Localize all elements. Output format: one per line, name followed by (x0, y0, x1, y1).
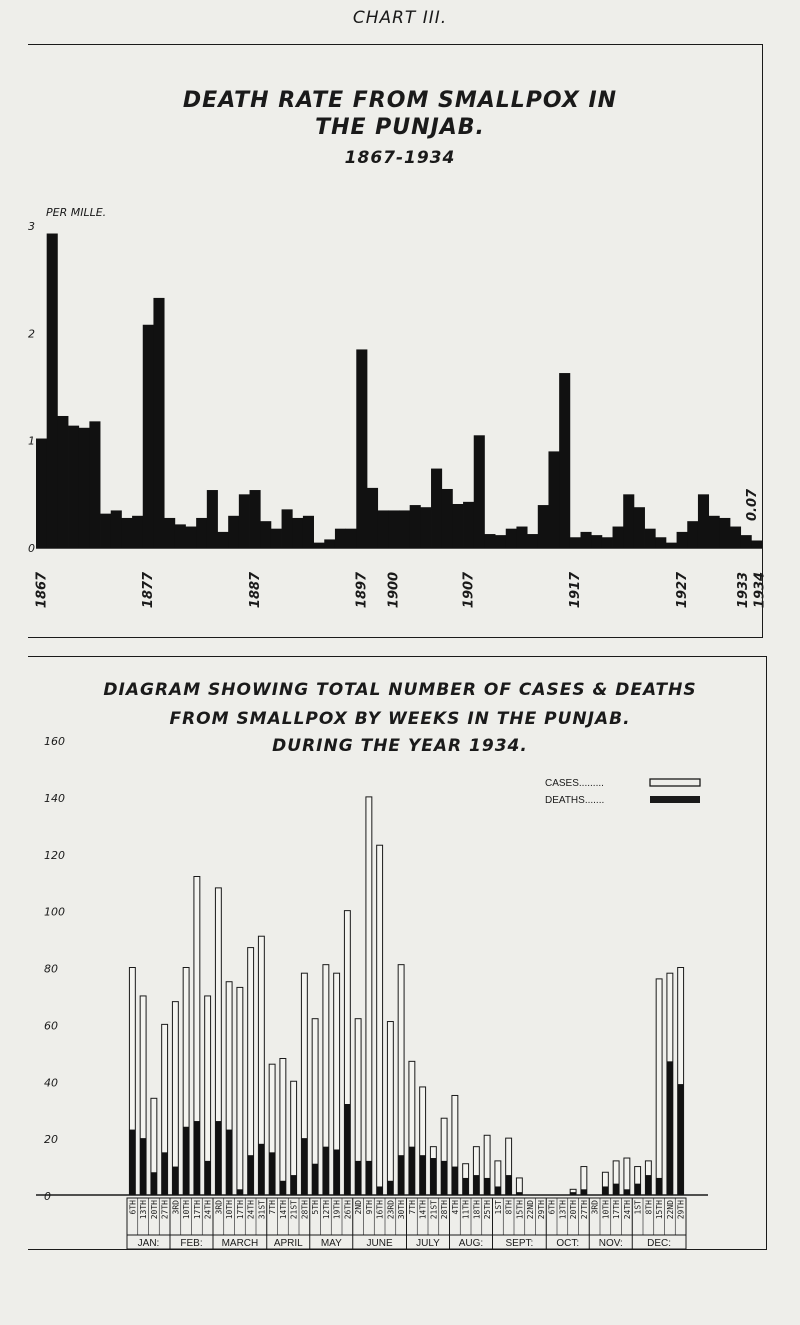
week-label: 7TH (407, 1200, 417, 1215)
chart1-xtick-label: 1934 (752, 571, 768, 609)
week-label: 10TH (601, 1200, 611, 1220)
chart2-title-line2: FROM SMALLPOX BY WEEKS IN THE PUNJAB. (169, 709, 631, 729)
week-label: 29TH (536, 1200, 546, 1220)
month-label: NOV: (598, 1238, 623, 1249)
deaths-bar (635, 1184, 641, 1195)
deaths-bar (269, 1152, 275, 1195)
deaths-bar (334, 1150, 340, 1196)
month-label: APRIL (273, 1238, 303, 1249)
week-label: 26TH (343, 1200, 353, 1220)
week-label: 27TH (160, 1200, 170, 1220)
month-label: DEC: (647, 1238, 672, 1249)
deaths-bar (602, 1186, 608, 1195)
week-label: 24TH (203, 1200, 213, 1220)
week-label: 13TH (558, 1200, 568, 1220)
month-label: AUG: (458, 1238, 484, 1249)
chart1-xtick-label: 1900 (386, 571, 402, 609)
week-label: 30TH (397, 1200, 407, 1220)
deaths-bar (323, 1147, 329, 1195)
deaths-bar (237, 1189, 243, 1195)
deaths-bar (420, 1155, 426, 1195)
week-label: 28TH (300, 1200, 310, 1220)
chart1-title-line1: DEATH RATE FROM SMALLPOX IN (182, 88, 618, 113)
deaths-bar (570, 1192, 576, 1195)
cases-bar (280, 1059, 286, 1196)
deaths-bar (344, 1104, 350, 1195)
cases-bar (387, 1022, 393, 1195)
chart2-ytick-label: 160 (44, 735, 65, 748)
legend-deaths-label: DEATHS....... (545, 795, 605, 806)
page-caption: CHART III. (352, 8, 448, 28)
week-label: 1ST (493, 1200, 503, 1215)
chart1-ylabel: PER MILLE. (46, 206, 107, 219)
deaths-bar (377, 1186, 383, 1195)
deaths-bar (613, 1184, 619, 1195)
deaths-bar (258, 1144, 264, 1195)
chart2-ytick-label: 20 (44, 1133, 58, 1147)
chart1-ytick-label: 0 (28, 542, 35, 555)
deaths-bar (430, 1158, 436, 1195)
chart1-xtick-label: 1907 (461, 571, 477, 609)
chart2-ytick-label: 100 (44, 905, 65, 919)
month-label: JAN: (137, 1238, 160, 1249)
deaths-bar (140, 1138, 146, 1195)
week-label: 22ND (526, 1200, 536, 1220)
week-label: 21ST (289, 1200, 299, 1220)
chart1-ytick-label: 1 (28, 434, 35, 448)
chart1-annotation: 0.07 (745, 488, 760, 522)
deaths-bar (624, 1189, 630, 1195)
cases-bar (377, 845, 383, 1195)
deaths-bar (656, 1178, 662, 1195)
chart2-ytick-label: 40 (44, 1076, 58, 1090)
week-label: 8TH (644, 1200, 654, 1215)
deaths-bar (645, 1175, 651, 1195)
chart2-title-line1: DIAGRAM SHOWING TOTAL NUMBER OF CASES & DEATHS (103, 680, 697, 700)
week-label: 17TH (192, 1200, 202, 1220)
week-label: 10TH (182, 1200, 192, 1220)
deaths-bar (441, 1161, 447, 1195)
cases-bar (656, 979, 662, 1195)
month-label: MAY (320, 1238, 342, 1249)
month-label: JULY (416, 1238, 440, 1249)
week-label: 10TH (225, 1200, 235, 1220)
week-label: 17TH (235, 1200, 245, 1220)
deaths-bar (678, 1084, 684, 1195)
chart1-ytick-label: 3 (28, 220, 35, 233)
deaths-bar (409, 1147, 415, 1195)
deaths-bar (495, 1186, 501, 1195)
deaths-bar (398, 1155, 404, 1195)
deaths-bar (162, 1152, 168, 1195)
chart1-xtick-label: 1887 (247, 571, 263, 609)
week-label: 31ST (257, 1200, 267, 1220)
deaths-bar (463, 1178, 469, 1195)
chart1-subtitle: 1867-1934 (344, 148, 456, 168)
deaths-bar (205, 1161, 211, 1195)
week-label: 11TH (461, 1200, 471, 1220)
deaths-bar (366, 1161, 372, 1195)
week-label: 29TH (676, 1200, 686, 1220)
week-label: 25TH (483, 1200, 493, 1220)
chart1-xtick-label: 1917 (568, 571, 584, 609)
deaths-bar (473, 1175, 479, 1195)
week-label: 24TH (246, 1200, 256, 1220)
deaths-bar (452, 1167, 458, 1195)
legend-cases-swatch (650, 779, 700, 786)
deaths-bar (506, 1175, 512, 1195)
week-label: 6TH (547, 1200, 557, 1215)
chart2-ytick-label: 60 (44, 1019, 58, 1033)
chart1-xtick-label: 1897 (354, 571, 370, 609)
week-label: 3RD (214, 1200, 224, 1215)
week-label: 15TH (655, 1200, 665, 1220)
week-label: 19TH (332, 1200, 342, 1220)
week-label: 18TH (472, 1200, 482, 1220)
deaths-bar (172, 1167, 178, 1195)
week-label: 3RD (171, 1200, 181, 1215)
deaths-bar (151, 1172, 157, 1195)
chart2-ytick-label: 80 (44, 962, 58, 976)
deaths-bar (355, 1161, 361, 1195)
month-label: OCT: (556, 1238, 580, 1249)
week-label: 15TH (515, 1200, 525, 1220)
deaths-bar (129, 1130, 135, 1195)
chart1-xtick-label: 1927 (674, 571, 690, 609)
week-label: 16TH (375, 1200, 385, 1220)
week-label: 20TH (569, 1200, 579, 1220)
week-label: 8TH (504, 1200, 514, 1215)
chart2-ytick-label: 0 (44, 1190, 51, 1203)
deaths-bar (280, 1181, 286, 1195)
week-label: 13TH (139, 1200, 149, 1220)
cases-bar (237, 987, 243, 1195)
cases-bar (172, 1002, 178, 1195)
week-label: 17TH (612, 1200, 622, 1220)
chart1-xtick-label: 1933 (736, 571, 751, 609)
chart1-xtick-label: 1867 (34, 571, 50, 609)
deaths-bar (516, 1192, 522, 1195)
legend-deaths-swatch (650, 796, 700, 803)
chart1-title-line2: THE PUNJAB. (315, 115, 485, 140)
week-label: 23RD (386, 1200, 396, 1220)
week-label: 22ND (665, 1200, 675, 1220)
week-label: 7TH (268, 1200, 278, 1215)
week-label: 2ND (354, 1200, 364, 1215)
deaths-bar (248, 1155, 254, 1195)
week-label: 21ST (429, 1200, 439, 1220)
legend-cases-label: CASES......... (545, 778, 604, 789)
deaths-bar (226, 1130, 232, 1195)
week-label: 14TH (418, 1200, 428, 1220)
deaths-bar (301, 1138, 307, 1195)
deaths-bar (291, 1175, 297, 1195)
chart2-ytick-label: 140 (44, 791, 65, 805)
chart2-subtitle: DURING THE YEAR 1934. (272, 736, 528, 756)
deaths-bar (484, 1178, 490, 1195)
month-label: MARCH (221, 1238, 259, 1249)
week-label: 9TH (364, 1200, 374, 1215)
week-label: 14TH (278, 1200, 288, 1220)
deaths-bar (312, 1164, 318, 1195)
week-label: 20TH (149, 1200, 159, 1220)
week-label: 6TH (128, 1200, 138, 1215)
month-label: SEPT: (505, 1238, 534, 1249)
chart2-ytick-label: 120 (44, 848, 65, 862)
deaths-bar (667, 1061, 673, 1195)
week-label: 4TH (450, 1200, 460, 1215)
deaths-bar (183, 1127, 189, 1195)
week-label: 5TH (311, 1200, 321, 1215)
week-label: 1ST (633, 1200, 643, 1215)
week-label: 27TH (579, 1200, 589, 1220)
deaths-bar (581, 1189, 587, 1195)
deaths-bar (387, 1181, 393, 1195)
chart1-ytick-label: 2 (28, 327, 35, 341)
week-label: 24TH (622, 1200, 632, 1220)
deaths-bar (194, 1121, 200, 1195)
month-label: FEB: (180, 1238, 203, 1249)
chart1-xtick-label: 1877 (141, 571, 157, 609)
week-label: 3RD (590, 1200, 600, 1215)
month-label: JUNE (366, 1238, 393, 1249)
week-label: 28TH (440, 1200, 450, 1220)
week-label: 12TH (321, 1200, 331, 1220)
cases-bar (366, 797, 372, 1195)
deaths-bar (215, 1121, 221, 1195)
